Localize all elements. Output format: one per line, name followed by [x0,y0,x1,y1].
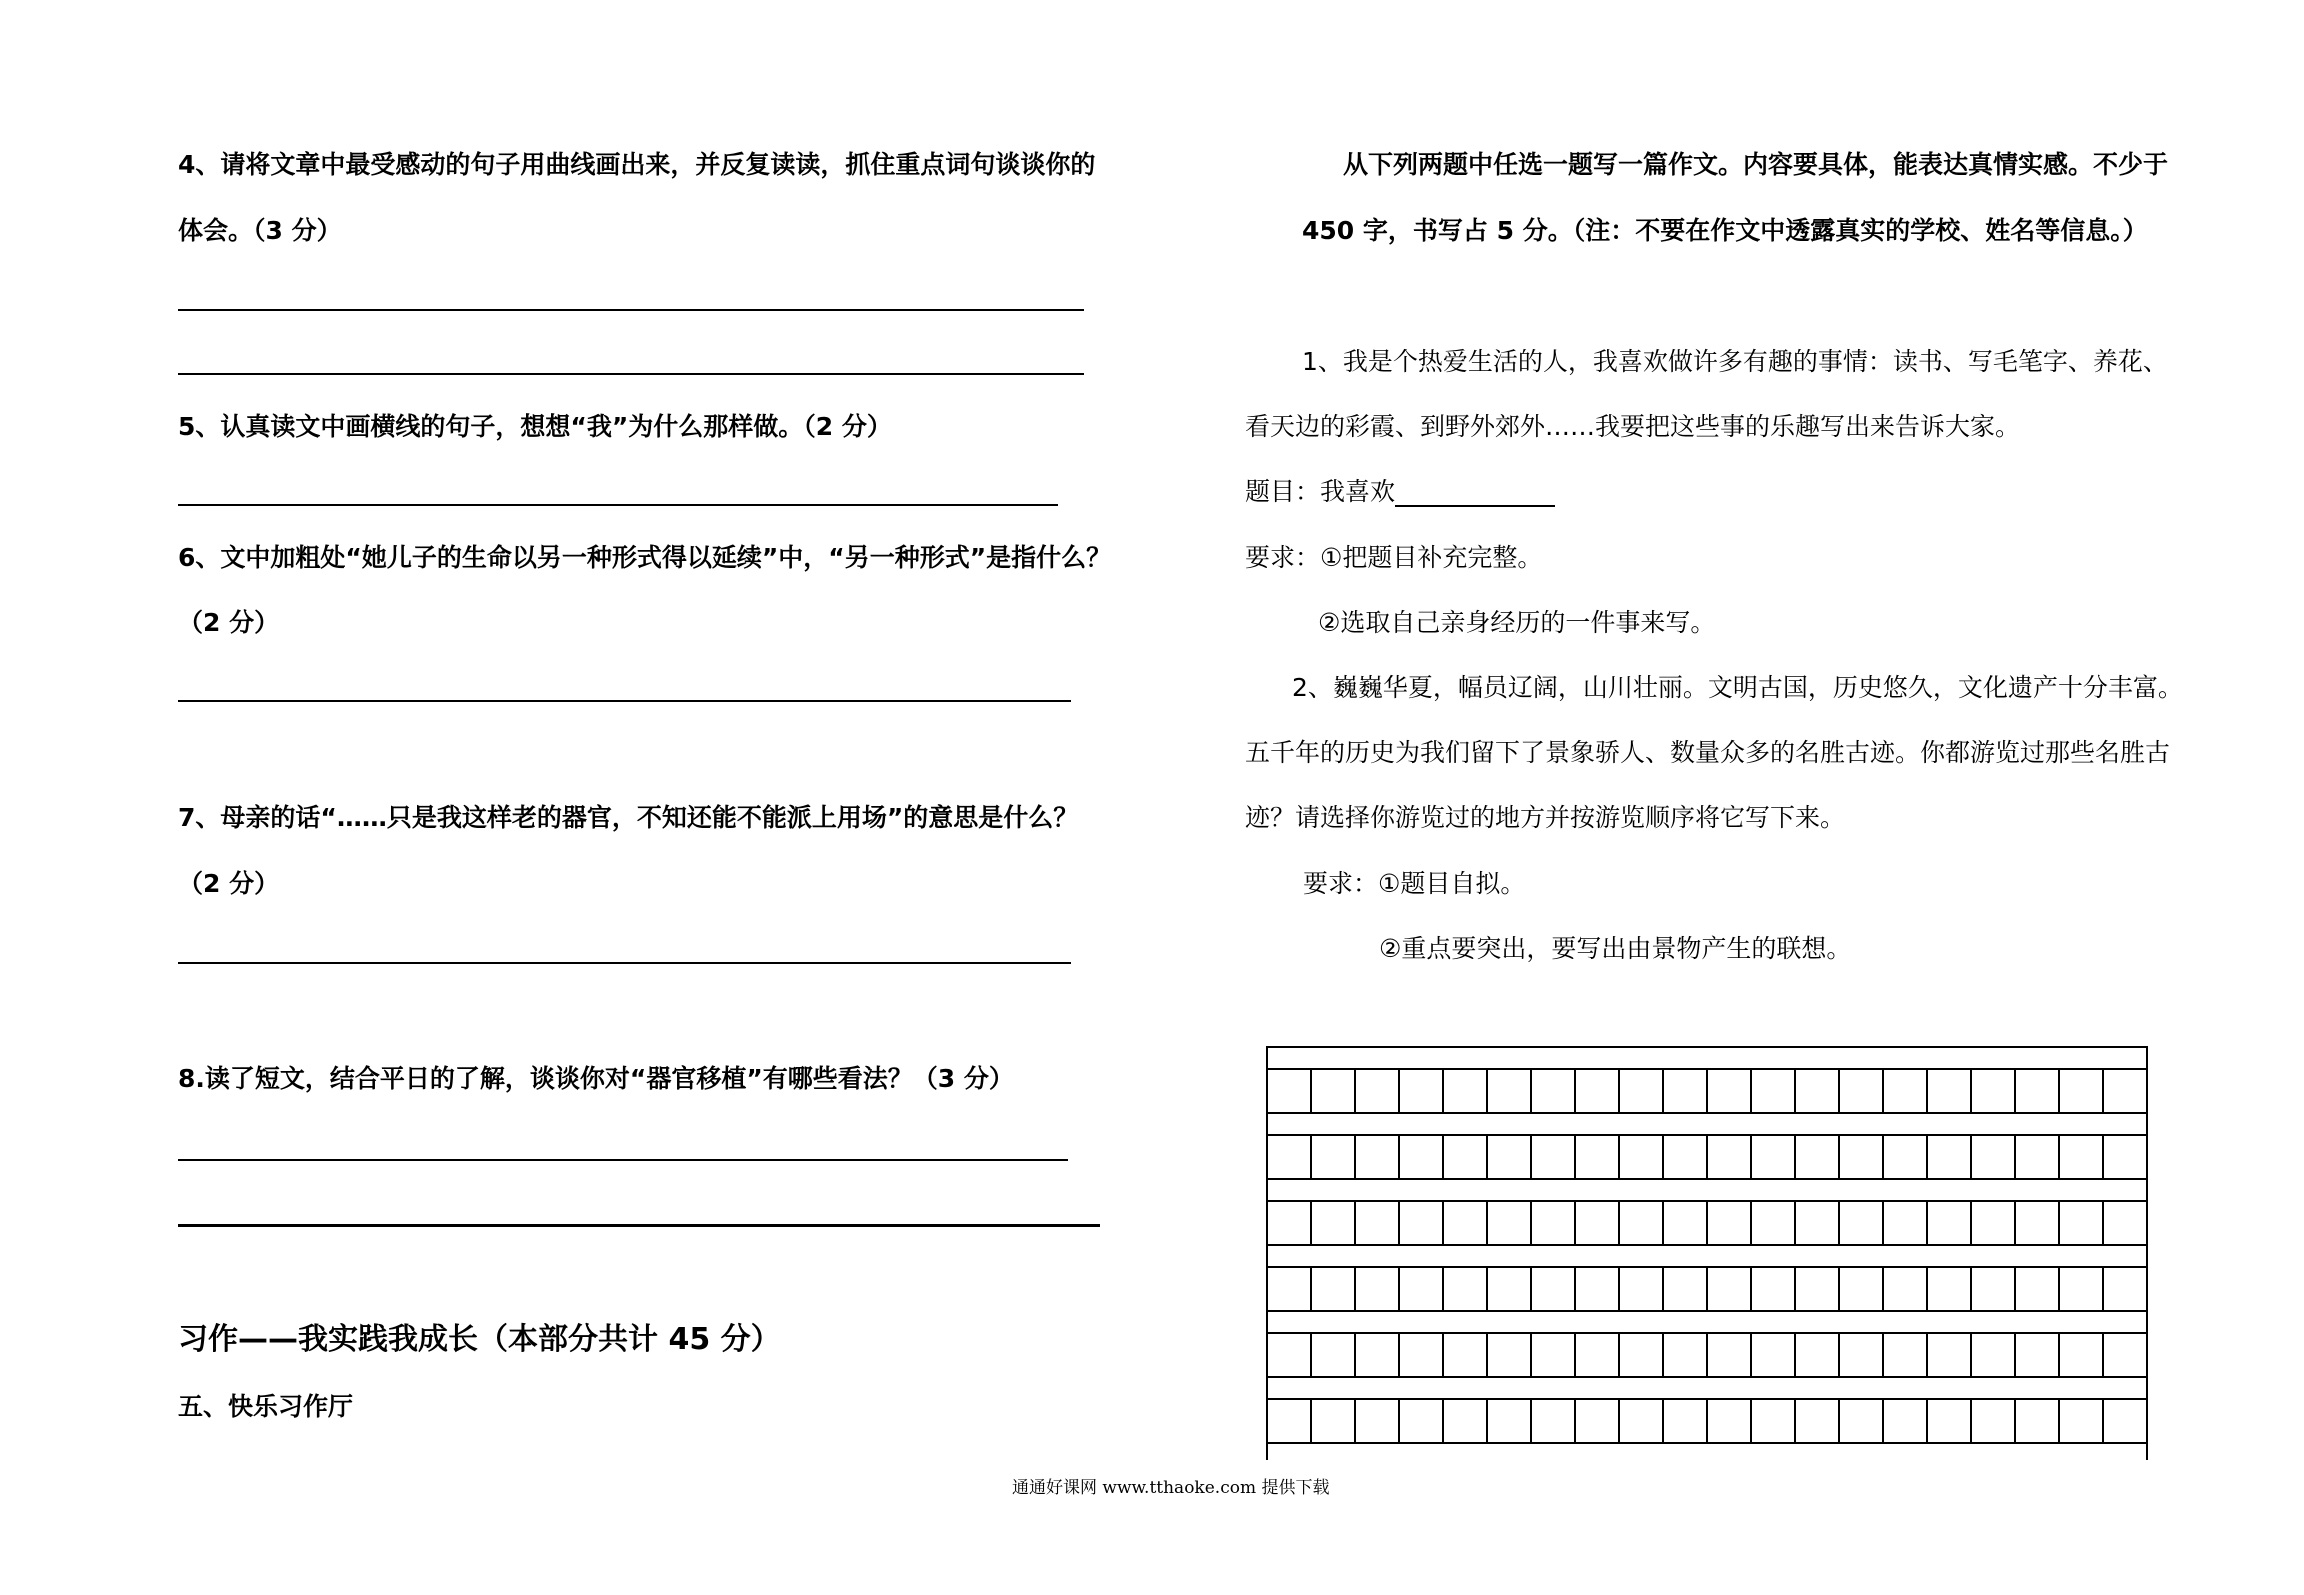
answer-line-q6 [178,700,1071,702]
writing-grid[interactable] [1265,1045,2149,1460]
topic-2-line-3: 迹？请选择你游览过的地方并按游览顺序将它写下来。 [1245,803,1846,832]
topic-1-requirement-2: ②选取自己亲身经历的一件事来写。 [1318,608,1716,637]
grid-row [1267,1069,2147,1113]
question-6-line-1: 6、文中加粗处“她儿子的生命以另一种形式得以延续”中，“另一种形式”是指什么？ [178,543,1112,572]
grid-row [1267,1267,2147,1311]
question-4-line-2: 体会。（3 分） [178,216,342,245]
question-4-line-1: 4、请将文章中最受感动的句子用曲线画出来，并反复读读，抓住重点词句谈谈你的 [178,150,1096,179]
question-8: 8.读了短文，结合平日的了解，谈谈你对“器官移植”有哪些看法？（3 分） [178,1064,1014,1093]
topic-1-line-1: 1、我是个热爱生活的人，我喜欢做许多有趣的事情：读书、写毛笔字、养花、 [1302,347,2168,376]
answer-line-q4-2 [178,373,1084,375]
subsection-title: 五、快乐习作厅 [178,1392,354,1421]
footer-credit: 通通好课网 www.tthaoke.com 提供下载 [1012,1478,1330,1498]
question-5: 5、认真读文中画横线的句子，想想“我”为什么那样做。（2 分） [178,412,892,441]
title-blank[interactable] [1395,479,1555,507]
answer-line-q8-2 [178,1224,1100,1227]
answer-line-q7 [178,962,1071,964]
answer-line-q5 [178,504,1058,506]
grid-row [1267,1399,2147,1443]
topic-2-line-2: 五千年的历史为我们留下了景象骄人、数量众多的名胜古迹。你都游览过那些名胜古 [1245,738,2171,767]
topic-1-line-2: 看天边的彩霞、到野外郊外……我要把这些事的乐趣写出来告诉大家。 [1245,412,2021,441]
question-7-line-1: 7、母亲的话“……只是我这样老的器官，不知还能不能派上用场”的意思是什么？ [178,803,1079,832]
topic-2-line-1: 2、巍巍华夏，幅员辽阔，山川壮丽。文明古国，历史悠久，文化遗产十分丰富。 [1292,673,2183,702]
topic-1-title-prompt [1245,477,1555,507]
essay-intro-line-1: 从下列两题中任选一题写一篇作文。内容要具体，能表达真情实感。不少于 [1343,150,2169,179]
answer-line-q4-1 [178,309,1084,311]
topic-2-requirement-2: ②重点要突出，要写出由景物产生的联想。 [1379,934,1852,963]
answer-line-q8-1 [178,1159,1068,1161]
question-7-line-2: （2 分） [178,869,280,898]
grid-row [1267,1333,2147,1377]
essay-intro-line-2: 450 字，书写占 5 分。（注：不要在作文中透露真实的学校、姓名等信息。） [1302,216,2148,245]
grid-row [1267,1201,2147,1245]
question-6-line-2: （2 分） [178,608,280,637]
grid-row [1267,1135,2147,1179]
topic-2-requirement-1: 要求：①题目自拟。 [1303,869,1526,898]
section-heading: 习作——我实践我成长（本部分共计 45 分） [178,1322,781,1357]
topic-1-title-label: 题目：我喜欢 [1245,477,1396,506]
topic-1-requirement-1: 要求：①把题目补充完整。 [1245,543,1543,572]
